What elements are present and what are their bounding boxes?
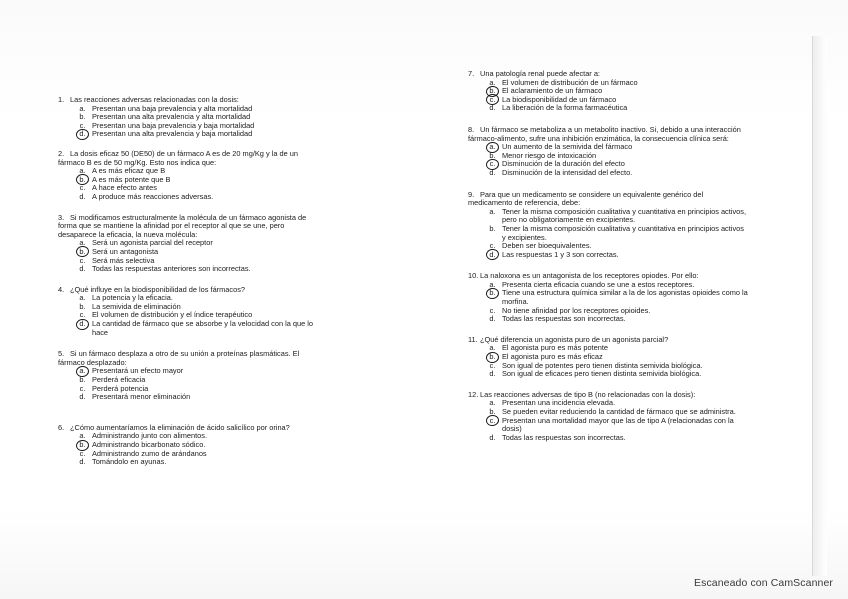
answer-option-marked — [486, 289, 748, 306]
question-number: 10. — [468, 271, 479, 281]
option-letter: c. — [79, 255, 86, 265]
option-letter: c. — [489, 360, 496, 370]
option-text: Administrando bicarbonato sódico. — [92, 440, 206, 449]
option-text: El agonista puro es más eficaz — [502, 352, 603, 362]
answer-option-marked — [486, 417, 748, 434]
sheet-edge — [812, 36, 827, 576]
option-text: Presenta cierta eficacia cuando se une a estos receptores. — [502, 279, 695, 289]
question-text: Para que un medicamento se considere un equivalente genérico del medicamento de referencia, debe: — [468, 189, 704, 208]
answer-option — [76, 265, 320, 274]
option-text: Todas las respuestas anteriores son incorrectas. — [92, 264, 251, 274]
option-letter: a. — [489, 206, 496, 216]
option-text: Será un agonista parcial del receptor — [92, 238, 213, 248]
option-letter: d. — [489, 167, 496, 177]
option-text: Tiene una estructura química similar a la de los agonistas opioides como la morfina. — [502, 288, 748, 307]
option-text: A produce más reacciones adversas. — [92, 191, 214, 201]
answer-options — [58, 105, 320, 139]
answer-option-marked — [486, 251, 748, 260]
option-letter: b. — [79, 375, 86, 385]
circled-option-letter: d. — [76, 130, 89, 138]
option-text: El agonista puro es más potente — [502, 343, 608, 353]
circled-option-letter: b. — [76, 176, 89, 184]
option-text: Presentan una baja prevalencia y baja mortalidad — [92, 120, 255, 130]
answer-options — [468, 79, 748, 113]
question-number: 12. — [468, 389, 479, 399]
option-letter: d. — [79, 457, 86, 467]
option-text: Disminución de la intensidad del efecto. — [502, 167, 633, 177]
answer-option — [486, 169, 748, 178]
question-stem — [58, 150, 320, 167]
option-text: Deben ser bioequivalentes. — [502, 241, 592, 251]
option-letter: a. — [79, 166, 86, 176]
question-item — [58, 96, 320, 139]
question-stem — [468, 191, 748, 208]
option-text: Son igual de eficaces pero tienen distinta semivida biológica. — [502, 369, 702, 379]
option-text: Perderá potencia — [92, 383, 149, 393]
question-number: 9. — [468, 189, 475, 199]
question-item — [468, 391, 748, 443]
question-item — [58, 150, 320, 202]
option-letter: d. — [489, 103, 496, 113]
question-number: 7. — [468, 69, 475, 78]
option-letter: a. — [79, 238, 86, 248]
question-item — [58, 424, 320, 467]
option-text: Administrando junto con alimentos. — [92, 431, 208, 441]
question-item — [58, 286, 320, 338]
option-letter: d. — [79, 264, 86, 274]
question-item — [468, 336, 748, 379]
option-letter: d. — [489, 432, 496, 442]
question-number: 8. — [468, 124, 475, 134]
question-number: 3. — [58, 212, 65, 222]
circled-option-letter: b. — [486, 87, 499, 95]
option-letter: c. — [489, 241, 496, 251]
option-letter: c. — [489, 305, 496, 315]
option-text: Presentará menor eliminación — [92, 392, 191, 402]
option-letter: c. — [79, 183, 86, 193]
option-text: Presentan una alta prevalencia y baja mortalidad — [92, 129, 253, 139]
question-number: 2. — [58, 148, 65, 158]
option-letter: a. — [79, 293, 86, 303]
option-letter: a. — [79, 103, 86, 113]
question-number: 6. — [58, 422, 65, 432]
option-text: Presentan una baja prevalencia y alta mortalidad — [92, 103, 253, 113]
answer-options — [58, 239, 320, 273]
option-text: A es más potente que B — [92, 174, 171, 184]
question-text: Las reacciones adversas de tipo B (no relacionadas con la dosis): — [480, 389, 696, 399]
option-letter: c. — [79, 310, 86, 320]
question-stem — [58, 350, 320, 367]
circled-option-letter: b. — [486, 289, 499, 297]
option-letter: a. — [79, 431, 86, 441]
option-letter: d. — [489, 369, 496, 379]
answer-option-marked — [76, 320, 320, 337]
question-item — [468, 70, 748, 113]
question-item — [468, 272, 748, 324]
option-letter: d. — [79, 392, 86, 402]
question-text: ¿Qué influye en la biodisponibilidad de los fármacos? — [70, 284, 246, 294]
right-column — [468, 70, 748, 442]
question-text: Las reacciones adversas relacionadas con la dosis: — [70, 95, 239, 104]
option-text: Todas las respuestas son incorrectas. — [502, 432, 626, 442]
answer-options — [58, 294, 320, 337]
option-letter: c. — [79, 383, 86, 393]
answer-option-marked — [76, 130, 320, 139]
answer-options — [468, 143, 748, 177]
answer-options — [58, 367, 320, 401]
answer-options — [58, 167, 320, 201]
answer-options — [468, 399, 748, 442]
option-text: No tiene afinidad por los receptores opioides. — [502, 305, 651, 315]
option-text: Se pueden evitar reduciendo la cantidad de fármaco que se administra. — [502, 407, 736, 416]
question-item — [468, 126, 748, 178]
answer-option — [76, 458, 320, 467]
option-letter: a. — [489, 398, 496, 408]
option-letter: b. — [79, 112, 86, 122]
circled-option-letter: d. — [486, 251, 499, 259]
option-text: Presentan una alta prevalencia y alta mortalidad — [92, 112, 251, 122]
circled-option-letter: b. — [76, 441, 89, 449]
option-letter: b. — [489, 407, 496, 416]
answer-option — [76, 193, 320, 202]
circled-option-letter: c. — [486, 96, 499, 104]
option-text: Tener la misma composición cualitativa y cuantitativa en principios activos, pero no obligatoriamente en excipientes. — [502, 206, 746, 225]
option-letter: b. — [489, 150, 496, 160]
question-number: 11. — [468, 334, 478, 344]
option-text: Disminución de la duración del efecto — [502, 159, 625, 169]
option-text: Tomándolo en ayunas. — [92, 457, 167, 467]
answer-options — [468, 281, 748, 324]
question-number: 4. — [58, 284, 65, 294]
option-text: Será un antagonista — [92, 246, 159, 256]
question-item — [58, 214, 320, 274]
answer-option — [486, 225, 748, 242]
option-text: Administrando zumo de arándanos — [92, 448, 207, 458]
option-text: Será más selectiva — [92, 255, 155, 265]
answer-option — [486, 434, 748, 443]
question-text: ¿Qué diferencia un agonista puro de un agonista parcial? — [480, 334, 669, 344]
option-text: Un aumento de la semivida del fármaco — [502, 142, 633, 152]
question-number: 5. — [58, 349, 65, 359]
left-column — [58, 96, 320, 467]
answer-options — [58, 432, 320, 466]
option-letter: a. — [489, 77, 496, 87]
question-text: Una patología renal puede afectar a: — [480, 69, 600, 78]
question-text: Si modificamos estructuralmente la molécula de un fármaco agonista de forma que se mantiene la afinidad por el receptor al que se une, pero desaparece la eficacia, la nueva molécula: — [58, 212, 307, 239]
answer-options — [468, 208, 748, 260]
option-text: Tener la misma composición cualitativa y cuantitativa en principios activos y excipientes. — [502, 223, 744, 242]
option-text: Las respuestas 1 y 3 son correctas. — [502, 249, 619, 259]
option-text: Presentan una mortalidad mayor que las de tipo A (relacionadas con la dosis) — [502, 415, 734, 434]
option-letter: a. — [489, 279, 496, 289]
question-text: La dosis eficaz 50 (DE50) de un fármaco A es de 20 mg/Kg y la de un fármaco B es de 50 mg/Kg. Esto nos indica que: — [58, 148, 299, 167]
answer-option — [486, 370, 748, 379]
question-text: Un fármaco se metaboliza a un metabolito inactivo. Si, debido a una interacción fármaco-alimento, sufre una inhibición enzimática, la consecuencia clínica será: — [468, 124, 741, 143]
question-stem — [468, 126, 748, 143]
answer-option — [486, 104, 748, 113]
question-stem — [58, 214, 320, 240]
question-text: Si un fármaco desplaza a otro de su unión a proteínas plasmáticas. El fármaco desplazado: — [58, 349, 300, 367]
answer-option — [76, 393, 320, 402]
question-number: 1. — [58, 95, 65, 104]
answer-option — [486, 315, 748, 324]
question-text: La naloxona es un antagonista de los receptores opiodes. Por ello: — [480, 271, 699, 281]
option-letter: c. — [79, 448, 86, 458]
option-text: La potencia y la eficacia. — [92, 293, 173, 303]
answer-options — [468, 344, 748, 378]
option-letter: a. — [489, 343, 496, 353]
option-text: El volumen de distribución y el índice terapéutico — [92, 310, 253, 320]
option-letter: d. — [79, 191, 86, 201]
option-letter: b. — [79, 301, 86, 311]
circled-option-letter: c. — [486, 160, 499, 168]
circled-option-letter: a. — [76, 367, 89, 375]
option-text: El volumen de distribución de un fármaco — [502, 77, 638, 87]
circled-option-letter: a. — [486, 143, 499, 151]
option-text: La biodisponibilidad de un fármaco — [502, 94, 617, 104]
scanner-watermark: Escaneado con CamScanner — [694, 577, 833, 589]
option-text: El aclaramiento de un fármaco — [502, 86, 603, 96]
option-letter: d. — [489, 314, 496, 324]
question-item — [58, 350, 320, 402]
option-text: A hace efecto antes — [92, 183, 157, 193]
option-text: Presentará un efecto mayor — [92, 366, 184, 376]
option-text: Presentan una incidencia elevada. — [502, 398, 615, 408]
option-text: Perderá eficacia — [92, 375, 146, 385]
option-text: Todas las respuestas son incorrectas. — [502, 314, 626, 324]
option-text: La semivida de eliminación — [92, 301, 181, 311]
question-text: ¿Cómo aumentaríamos la eliminación de ácido salicílico por orina? — [70, 422, 290, 432]
option-text: A es más eficaz que B — [92, 166, 166, 176]
circled-option-letter: b. — [76, 248, 89, 256]
option-text: La liberación de la forma farmacéutica — [502, 103, 628, 113]
option-letter: c. — [79, 120, 86, 130]
option-text: Menor riesgo de intoxicación — [502, 150, 597, 160]
option-text: La cantidad de fármaco que se absorbe y la velocidad con la que lo hace — [92, 319, 314, 337]
question-item — [468, 191, 748, 260]
circled-option-letter: b. — [486, 353, 499, 361]
answer-option — [486, 208, 748, 225]
circled-option-letter: c. — [486, 417, 499, 425]
option-text: Son igual de potentes pero tienen distinta semivida biológica. — [502, 360, 703, 370]
option-letter: b. — [489, 223, 496, 233]
circled-option-letter: d. — [76, 320, 89, 328]
